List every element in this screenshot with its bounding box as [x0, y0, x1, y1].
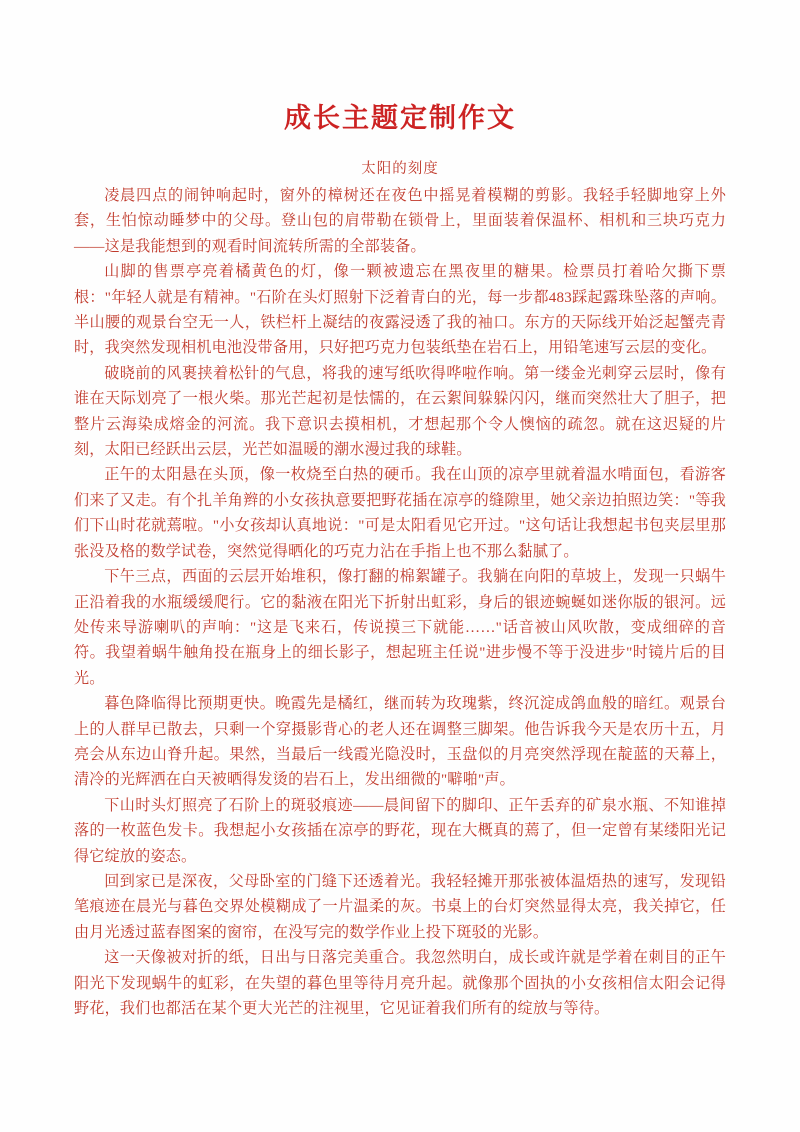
paragraph: 回到家已是深夜，父母卧室的门缝下还透着光。我轻轻摊开那张被体温焐热的速写，发现铅笔痕迹在晨光与暮色交界处模糊成了一片温柔的灰。书桌上的台灯突然显得太亮，我关掉它，任由月光透过蓝春图案的窗帘，在没写完的数学作业上投下斑驳的光影。	[74, 873, 726, 941]
paragraph: 暮色降临得比预期更快。晚霞先是橘红，继而转为玫瑰紫，终沉淀成鸽血般的暗红。观景台上的人群早已散去，只剩一个穿摄影背心的老人还在调整三脚架。他告诉我今天是农历十五，月亮会从东边山脊升起。果然，当最后一线霞光隐没时，玉盘似的月亮突然浮现在靛蓝的天幕上，清冷的光辉洒在白天被晒得发烫的岩石上，发出细微的"噼啪"声。	[74, 696, 726, 789]
paragraph: 下午三点，西面的云层开始堆积，像打翻的棉絮罐子。我躺在向阳的草坡上，发现一只蜗牛正沿着我的水瓶缓缓爬行。它的黏液在阳光下折射出虹彩，身后的银迹蜿蜒如迷你版的银河。远处传来导游喇叭的声响："这是飞来石，传说摸三下就能……"话音被山风吹散，变成细碎的音符。我望着蜗牛触角投在瓶身上的细长影子，想起班主任说"进步慢不等于没进步"时镜片后的目光。	[74, 569, 726, 687]
page-title: 成长主题定制作文	[284, 103, 516, 133]
document-body	[74, 96, 726, 1022]
paragraph: 破晓前的风裹挟着松针的气息，将我的速写纸吹得哗啦作响。第一缕金光刺穿云层时，像有谁在天际划亮了一根火柴。那光芒起初是怯懦的，在云絮间躲躲闪闪，继而突然壮大了胆子，把整片云海染成熔金的河流。我下意识去摸相机，才想起那个令人懊恼的疏忽。就在这迟疑的片刻，太阳已经跃出云层，光芒如温暖的潮水漫过我的球鞋。	[74, 365, 726, 459]
paragraph: 凌晨四点的闹钟响起时，窗外的樟树还在夜色中摇晃着模糊的剪影。我轻手轻脚地穿上外套，生怕惊动睡梦中的父母。登山包的肩带勒在锁骨上，里面装着保温杯、相机和三块巧克力——这是我能想到的观看时间流转所需的全部装备。	[74, 188, 726, 255]
document-subtitle: 太阳的刻度	[361, 161, 439, 177]
paragraph: 这一天像被对折的纸，日出与日落完美重合。我忽然明白，成长或许就是学着在刺目的正午阳光下发现蜗牛的虹彩，在失望的暮色里等待月亮升起。就像那个固执的小女孩相信太阳会记得野花，我们也都活在某个更大光芒的注视里，它见证着我们所有的绽放与等待。	[74, 950, 726, 1017]
paragraph: 下山时头灯照亮了石阶上的斑驳痕迹——晨间留下的脚印、正午丢弃的矿泉水瓶、不知谁掉落的一枚蓝色发卡。我想起小女孩插在凉亭的野花，现在大概真的蔫了，但一定曾有某缕阳光记得它绽放的姿态。	[74, 797, 726, 865]
paragraph: 山脚的售票亭亮着橘黄色的灯，像一颗被遗忘在黑夜里的糖果。检票员打着哈欠撕下票根："年轻人就是有精神。"石阶在头灯照射下泛着青白的光，每一步都483踩起露珠坠落的声响。半山腰的观景台空无一人，铁栏杆上凝结的夜露浸透了我的袖口。东方的天际线开始泛起蟹壳青时，我突然发现相机电池没带备用，只好把巧克力包装纸垫在岩石上，用铅笔速写云层的变化。	[74, 264, 726, 357]
paragraph: 正午的太阳悬在头顶，像一枚烧至白热的硬币。我在山顶的凉亭里就着温水啃面包，看游客们来了又走。有个扎羊角辫的小女孩执意要把野花插在凉亭的缝隙里，她父亲边拍照边笑："等我们下山时花就蔫啦。"小女孩却认真地说："可是太阳看见它开过。"这句话让我想起书包夹层里那张没及格的数学试卷，突然觉得晒化的巧克力沾在手指上也不那么黏腻了。	[74, 467, 726, 560]
